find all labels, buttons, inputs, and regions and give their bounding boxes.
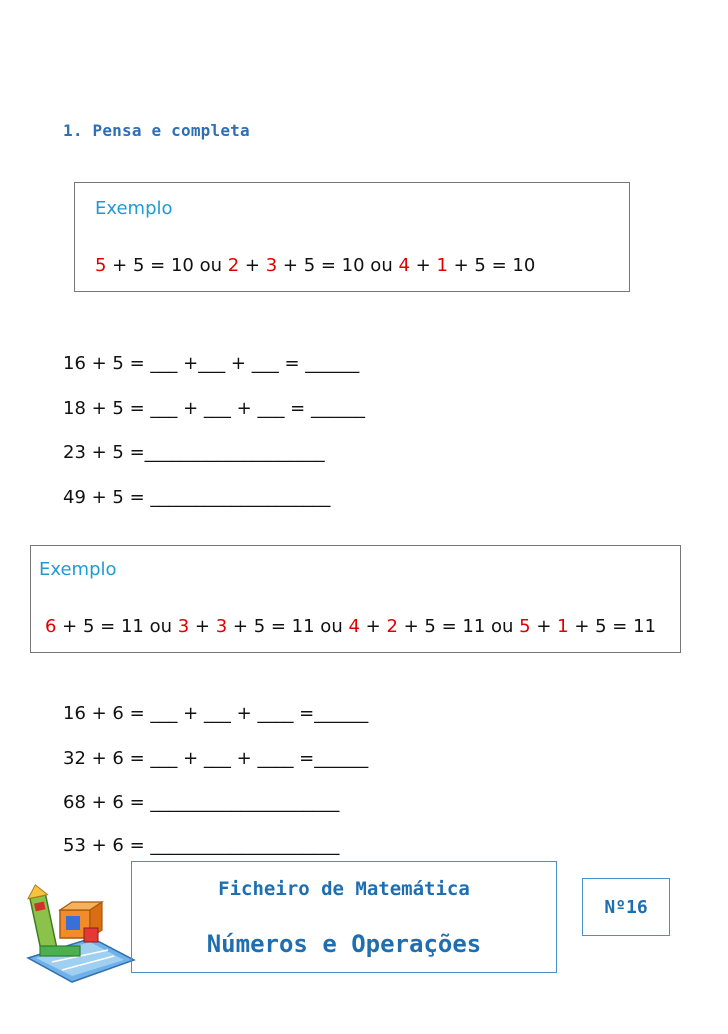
worksheet-title: Ficheiro de Matemática: [218, 878, 470, 900]
equation-text: +: [409, 255, 437, 276]
highlighted-number: 5: [95, 255, 107, 276]
equation-row: 16 + 6 = ___ + ___ + ____ =______: [63, 703, 369, 724]
equation-row: 18 + 5 = ___ + ___ + ___ = ______: [63, 398, 365, 419]
exercise-heading: 1. Pensa e completa: [63, 121, 250, 140]
equation-text: +: [530, 616, 558, 637]
equation-text: + 5 = 10 ou: [106, 255, 228, 276]
example-box-2: [30, 545, 681, 653]
equation-text: + 5 = 11 ou: [397, 616, 520, 637]
equation-text: +: [239, 255, 266, 276]
equation-text: +: [359, 616, 387, 637]
example-title-2: Exemplo: [39, 559, 117, 580]
highlighted-number: 4: [398, 255, 410, 276]
equation-row: 16 + 5 = ___ +___ + ___ = ______: [63, 353, 360, 374]
highlighted-number: 1: [436, 255, 448, 276]
example-title-1: Exemplo: [95, 198, 173, 219]
highlighted-number: 5: [519, 616, 531, 637]
worksheet-subtitle: Números e Operações: [206, 930, 482, 958]
equation-text: + 5 = 10: [447, 255, 536, 276]
highlighted-number: 2: [386, 616, 398, 637]
equation-text: + 5 = 11 ou: [56, 616, 178, 637]
highlighted-number: 4: [348, 616, 360, 637]
equation-row: 49 + 5 = ____________________: [63, 487, 331, 508]
equation-text: + 5 = 11 ou: [227, 616, 349, 637]
example-equation-2: [45, 616, 656, 637]
equation-row: 53 + 6 = _____________________: [63, 835, 340, 856]
equation-text: + 5 = 10 ou: [277, 255, 399, 276]
example-equation-1: [95, 255, 535, 276]
example-box-1: [74, 182, 630, 292]
equation-text: +: [189, 616, 216, 637]
equation-row: 23 + 5 =____________________: [63, 442, 325, 463]
school-supplies-icon: [22, 876, 142, 986]
equation-row: 32 + 6 = ___ + ___ + ____ =______: [63, 748, 369, 769]
highlighted-number: 2: [227, 255, 240, 276]
highlighted-number: 1: [557, 616, 569, 637]
highlighted-number: 3: [265, 255, 278, 276]
highlighted-number: 6: [45, 616, 57, 637]
highlighted-number: 3: [215, 616, 228, 637]
equation-text: + 5 = 11: [568, 616, 657, 637]
equation-row: 68 + 6 = _____________________: [63, 792, 340, 813]
footer-title-box: [131, 861, 557, 973]
highlighted-number: 3: [177, 616, 190, 637]
worksheet-number: Nº16: [582, 878, 670, 936]
